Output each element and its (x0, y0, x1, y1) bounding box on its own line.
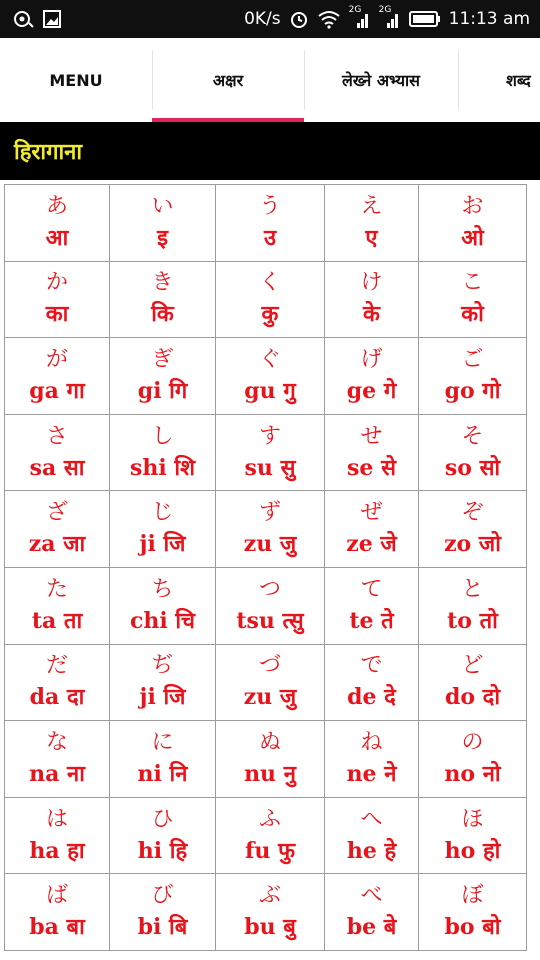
kana-cell[interactable] (216, 874, 325, 951)
kana-reading: ए (365, 224, 378, 251)
kana-cell[interactable] (325, 721, 419, 798)
kana-reading: no नो (444, 760, 501, 787)
kana-cell[interactable] (216, 491, 325, 568)
kana-cell[interactable] (216, 721, 325, 798)
kana-reading: इ (157, 224, 168, 251)
kana-cell[interactable] (419, 721, 527, 798)
kana-character: し (151, 423, 174, 449)
kana-character: ち (151, 576, 174, 602)
kana-cell[interactable] (216, 644, 325, 721)
kana-reading: zu जु (243, 684, 297, 711)
battery-icon (409, 10, 441, 28)
kana-row (5, 644, 527, 721)
kana-reading: tsu त्सु (236, 607, 304, 634)
kana-character: ひ (151, 806, 174, 832)
kana-reading: sa सा (29, 454, 85, 481)
kana-character: な (45, 729, 68, 755)
kana-cell[interactable] (216, 261, 325, 338)
kana-reading: ha हा (29, 837, 85, 864)
wifi-icon (317, 9, 341, 29)
kana-reading: hi हि (137, 837, 188, 864)
kana-character: ぐ (258, 346, 281, 372)
kana-character: く (258, 270, 281, 296)
kana-reading: कु (261, 301, 279, 328)
kana-grid-scroll[interactable] (0, 180, 540, 941)
kana-character: び (151, 883, 174, 909)
kana-character: ぞ (461, 500, 484, 526)
kana-reading: se से (347, 454, 396, 481)
kana-character: ぶ (258, 883, 281, 909)
tab-label: शब्द (506, 71, 531, 90)
kana-character: こ (461, 270, 484, 296)
signal-type-label: 2G (378, 5, 392, 15)
kana-reading: ge गे (346, 377, 397, 404)
section-header (0, 122, 540, 180)
kana-cell[interactable] (110, 874, 216, 951)
kana-cell[interactable] (110, 797, 216, 874)
kana-cell[interactable] (325, 874, 419, 951)
kana-reading: he हे (346, 837, 397, 864)
kana-cell[interactable] (419, 261, 527, 338)
kana-reading: nu नु (244, 760, 296, 787)
kana-character: き (151, 270, 174, 296)
kana-character: お (461, 193, 484, 219)
kana-character: ず (258, 500, 281, 526)
kana-reading: da दा (29, 684, 85, 711)
kana-character: さ (45, 423, 68, 449)
tab-label: लेख्ने अभ्यास (342, 71, 420, 90)
kana-reading: so सो (444, 454, 501, 481)
kana-character: た (45, 576, 68, 602)
kana-reading: gu गु (244, 377, 296, 404)
kana-cell[interactable] (216, 414, 325, 491)
kana-reading: उ (263, 224, 277, 251)
kana-reading: ne ने (346, 760, 397, 787)
kana-row (5, 185, 527, 262)
kana-cell[interactable] (419, 491, 527, 568)
kana-character: ご (461, 346, 484, 372)
kana-reading: ta ता (31, 607, 83, 634)
kana-character: づ (258, 653, 281, 679)
status-left (12, 9, 62, 29)
kana-table (4, 184, 527, 951)
kana-character: ざ (45, 500, 68, 526)
kana-character: に (151, 729, 174, 755)
kana-reading: के (363, 301, 380, 328)
kana-cell[interactable] (216, 338, 325, 415)
kana-reading: chi चि (129, 607, 196, 634)
kana-row (5, 261, 527, 338)
kana-cell[interactable] (325, 185, 419, 262)
kana-character: ね (360, 729, 383, 755)
kana-character: ぎ (151, 346, 174, 372)
kana-reading: bu बु (244, 914, 296, 941)
kana-row (5, 721, 527, 798)
kana-character: す (258, 423, 281, 449)
kana-reading: zo जो (444, 531, 501, 558)
kana-character: そ (461, 423, 484, 449)
kana-cell[interactable] (5, 338, 110, 415)
kana-cell[interactable] (419, 874, 527, 951)
kana-reading: bo बो (444, 914, 501, 941)
network-speed: 0K/s (244, 9, 281, 29)
kana-cell[interactable] (110, 491, 216, 568)
kana-cell[interactable] (5, 797, 110, 874)
kana-reading: ze जे (346, 531, 397, 558)
kana-character: が (45, 346, 68, 372)
kana-reading: na ना (29, 760, 85, 787)
kana-character: で (360, 653, 383, 679)
kana-reading: fu फु (244, 837, 296, 864)
kana-character: い (151, 193, 174, 219)
tab-label: अक्षर (212, 71, 244, 90)
kana-reading: su सु (244, 454, 296, 481)
kana-reading: de दे (347, 684, 396, 711)
kana-character: て (360, 576, 383, 602)
kana-character: ぜ (360, 500, 383, 526)
kana-row (5, 567, 527, 644)
kana-reading: आ (45, 224, 69, 251)
tab-akshar[interactable] (152, 38, 304, 122)
kana-row (5, 797, 527, 874)
kana-reading: do दो (444, 684, 501, 711)
tab-menu[interactable] (0, 38, 152, 122)
kana-cell[interactable] (419, 338, 527, 415)
kana-character: ど (461, 653, 484, 679)
kana-character: ば (45, 883, 68, 909)
kana-cell[interactable] (5, 185, 110, 262)
kana-character: へ (360, 806, 383, 832)
kana-reading: be बे (346, 914, 397, 941)
kana-row (5, 874, 527, 951)
kana-cell[interactable] (110, 567, 216, 644)
kana-cell[interactable] (325, 261, 419, 338)
kana-reading: go गो (444, 377, 501, 404)
kana-character: げ (360, 346, 383, 372)
kana-character: だ (45, 653, 68, 679)
kana-row (5, 338, 527, 415)
kana-cell[interactable] (5, 721, 110, 798)
kana-character: ほ (461, 806, 484, 832)
kana-cell[interactable] (419, 414, 527, 491)
status-right (244, 5, 530, 29)
signal-type-label: 2G (348, 5, 362, 15)
kana-reading: te ते (349, 607, 394, 634)
kana-cell[interactable] (216, 567, 325, 644)
kana-reading: ho हो (444, 837, 501, 864)
kana-cell[interactable] (216, 797, 325, 874)
kana-cell[interactable] (110, 261, 216, 338)
kana-cell[interactable] (419, 797, 527, 874)
kana-reading: ji जि (139, 531, 186, 558)
kana-reading: ni नि (137, 760, 188, 787)
kana-reading: zu जु (243, 531, 297, 558)
kana-reading: को (461, 301, 484, 328)
status-bar (0, 0, 540, 38)
kana-cell[interactable] (325, 491, 419, 568)
kana-cell[interactable] (110, 185, 216, 262)
section-title: हिरागाना (14, 140, 83, 165)
kana-character: じ (151, 500, 174, 526)
kana-reading: का (45, 301, 69, 328)
kana-cell[interactable] (5, 644, 110, 721)
kana-cell[interactable] (110, 338, 216, 415)
kana-character: ぼ (461, 883, 484, 909)
kana-reading: ओ (461, 224, 484, 251)
kana-character: う (258, 193, 281, 219)
tab-words[interactable] (458, 38, 540, 122)
signal-icon (348, 5, 371, 29)
kana-cell[interactable] (325, 797, 419, 874)
kana-cell[interactable] (110, 414, 216, 491)
kana-cell[interactable] (419, 567, 527, 644)
kana-character: あ (45, 193, 68, 219)
kana-character: か (45, 270, 68, 296)
kana-reading: za जा (28, 531, 86, 558)
kana-reading: ga गा (29, 377, 85, 404)
kana-reading: gi गि (137, 377, 188, 404)
alarm-icon (289, 9, 309, 29)
kana-character: つ (258, 576, 281, 602)
kana-reading: कि (151, 301, 174, 328)
kana-cell[interactable] (110, 721, 216, 798)
kana-reading: ba बा (29, 914, 85, 941)
kana-cell[interactable] (5, 261, 110, 338)
tab-bar (0, 38, 540, 122)
clock: 11:13 am (448, 9, 530, 29)
kana-character: ぬ (258, 729, 281, 755)
kana-character: せ (360, 423, 383, 449)
kana-character: と (461, 576, 484, 602)
kana-character: け (360, 270, 383, 296)
kana-cell[interactable] (325, 414, 419, 491)
kana-character: べ (360, 883, 383, 909)
kana-row (5, 491, 527, 568)
kana-reading: to तो (447, 607, 498, 634)
kana-cell[interactable] (325, 644, 419, 721)
tab-label: MENU (49, 70, 103, 90)
kana-character: ぢ (151, 653, 174, 679)
kana-character: は (45, 806, 68, 832)
kana-cell[interactable] (325, 567, 419, 644)
kana-cell[interactable] (419, 185, 527, 262)
hotspot-icon (12, 9, 34, 29)
kana-row (5, 414, 527, 491)
kana-cell[interactable] (5, 567, 110, 644)
kana-reading: shi शि (129, 454, 196, 481)
kana-character: え (360, 193, 383, 219)
gallery-icon (42, 9, 62, 29)
kana-cell[interactable] (5, 414, 110, 491)
tab-writing-practice[interactable] (304, 38, 458, 122)
kana-reading: bi बि (137, 914, 188, 941)
kana-cell[interactable] (216, 185, 325, 262)
kana-character: の (461, 729, 484, 755)
kana-reading: ji जि (139, 684, 186, 711)
kana-character: ふ (258, 806, 281, 832)
signal-icon (378, 5, 401, 29)
kana-cell[interactable] (5, 491, 110, 568)
kana-cell[interactable] (325, 338, 419, 415)
kana-cell[interactable] (419, 644, 527, 721)
kana-cell[interactable] (5, 874, 110, 951)
kana-cell[interactable] (110, 644, 216, 721)
